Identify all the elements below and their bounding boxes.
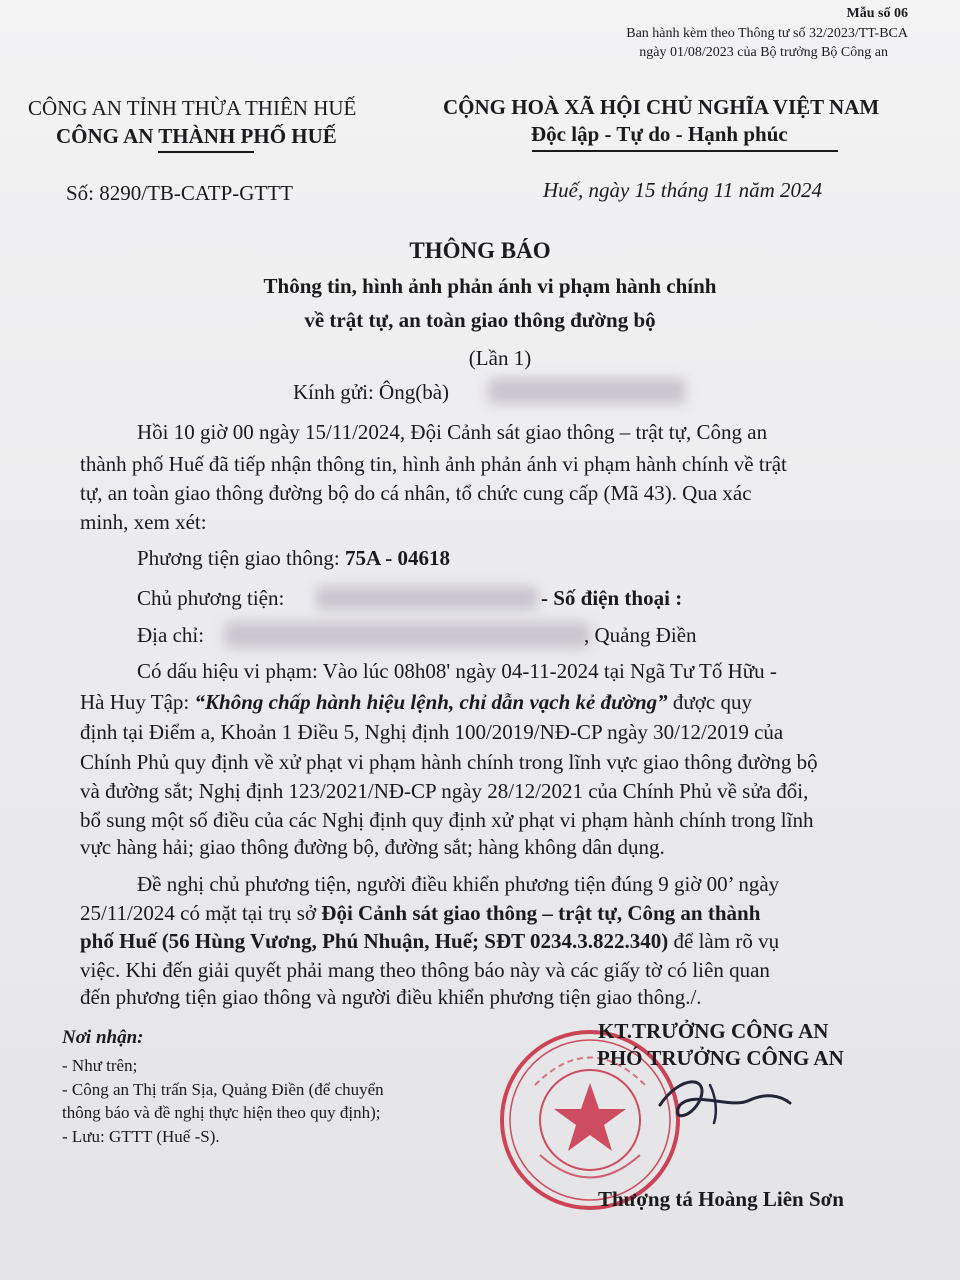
nation-title: CỘNG HOÀ XÃ HỘI CHỦ NGHĨA VIỆT NAM — [443, 95, 880, 119]
request-address: phố Huế (56 Hùng Vương, Phú Nhuận, Huế; SĐT 0234.3.822.340) — [80, 929, 669, 953]
issued-note-line1: Ban hành kèm theo Thông tư số 32/2023/TT-BCA — [626, 26, 908, 41]
recipient-label: Kính gửi: Ông(bà) — [293, 380, 450, 404]
violation-text: được quy — [667, 690, 752, 714]
request-office: Đội Cảnh sát giao thông – trật tự, Công an thành — [321, 901, 761, 925]
recipient-item: - Như trên; — [62, 1056, 138, 1075]
request-line: Đề nghị chủ phương tiện, người điều khiển phương tiện đúng 9 giờ 00’ ngày — [137, 872, 780, 896]
recipients-title: Nơi nhận: — [62, 1027, 144, 1048]
vehicle-line — [137, 546, 450, 571]
recipient-item: - Công an Thị trấn Sịa, Quảng Điền (để chuyển — [62, 1080, 384, 1099]
redacted-recipient-name — [488, 378, 686, 404]
address-label: Địa chỉ: — [137, 623, 205, 647]
violation-location: Hà Huy Tập: — [80, 690, 195, 714]
intro-line: Hồi 10 giờ 00 ngày 15/11/2024, Đội Cảnh sát giao thông – trật tự, Công an — [137, 420, 768, 444]
violation-line: Chính Phủ quy định về xử phạt vi phạm hành chính trong lĩnh vực giao thông đường bộ — [80, 750, 818, 774]
recipient-item: - Lưu: GTTT (Huế -S). — [62, 1127, 220, 1146]
recipient-item: thông báo và đề nghị thực hiện theo quy định); — [62, 1103, 381, 1122]
signer-name: Thượng tá Hoàng Liên Sơn — [598, 1187, 844, 1211]
request-text: 25/11/2024 có mặt tại trụ sở — [80, 901, 322, 925]
phone-label: - Số điện thoại : — [541, 586, 683, 610]
violation-line: vực hàng hải; giao thông đường bộ, đường sắt; hàng không dân dụng. — [80, 835, 665, 859]
document-number: Số: 8290/TB-CATP-GTTT — [66, 181, 293, 205]
violation-line: và đường sắt; Nghị định 123/2021/NĐ-CP ngày 28/12/2021 của Chính Phủ về sửa đổi, — [80, 779, 809, 803]
place-date: Huế, ngày 15 tháng 11 năm 2024 — [543, 178, 822, 202]
vehicle-label: Phương tiện giao thông: — [137, 546, 345, 570]
form-code: Mẫu số 06 — [846, 6, 908, 21]
document-subtitle-1: Thông tin, hình ảnh phản ánh vi phạm hành chính — [263, 274, 717, 298]
document-title: THÔNG BÁO — [409, 238, 551, 263]
signature-title-2: PHÓ TRƯỞNG CÔNG AN — [597, 1046, 844, 1070]
intro-line: tự, an toàn giao thông đường bộ do cá nhân, tổ chức cung cấp (Mã 43). Qua xác — [80, 481, 752, 505]
request-line: đến phương tiện giao thông và người điều khiển phương tiện giao thông./. — [80, 985, 702, 1009]
violation-line: định tại Điểm a, Khoản 1 Điều 5, Nghị định 100/2019/NĐ-CP ngày 30/12/2019 của — [80, 720, 784, 744]
intro-line: minh, xem xét: — [80, 510, 207, 534]
issued-note-line2: ngày 01/08/2023 của Bộ trưởng Bộ Công an — [639, 45, 888, 60]
request-text: để làm rõ vụ — [668, 929, 780, 953]
request-line: việc. Khi đến giải quyết phải mang theo thông báo này và các giấy tờ có liên quan — [80, 958, 770, 982]
document-subtitle-2: về trật tự, an toàn giao thông đường bộ — [304, 308, 656, 332]
violation-line: Có dấu hiệu vi phạm: Vào lúc 08h08' ngày 04-11-2024 tại Ngã Tư Tố Hữu - — [137, 659, 777, 683]
signature-title-1: KT.TRƯỞNG CÔNG AN — [598, 1019, 829, 1043]
motto-underline — [532, 150, 838, 152]
agency-name: CÔNG AN THÀNH PHỐ HUẾ — [56, 124, 337, 148]
intro-line: thành phố Huế đã tiếp nhận thông tin, hình ảnh phản ánh vi phạm hành chính về trật — [80, 452, 787, 476]
violation-line — [80, 690, 752, 715]
motto: Độc lập - Tự do - Hạnh phúc — [531, 122, 788, 146]
owner-label: Chủ phương tiện: — [137, 586, 285, 610]
notice-count: (Lần 1) — [468, 346, 532, 370]
vehicle-plate: 75A - 04618 — [344, 546, 450, 570]
agency-underline — [158, 151, 254, 153]
violation-description: “Không chấp hành hiệu lệnh, chỉ dẫn vạch kẻ đường” — [194, 690, 668, 714]
request-line — [80, 901, 760, 926]
address-district: , Quảng Điền — [584, 623, 697, 647]
redacted-owner-name — [316, 586, 538, 610]
request-line — [80, 929, 779, 954]
violation-line: bổ sung một số điều của các Nghị định quy định xử phạt vi phạm hành chính trong lĩnh — [80, 808, 814, 832]
redacted-address — [224, 622, 590, 648]
handwritten-signature — [640, 1065, 800, 1135]
agency-parent: CÔNG AN TỈNH THỪA THIÊN HUẾ — [28, 96, 357, 120]
